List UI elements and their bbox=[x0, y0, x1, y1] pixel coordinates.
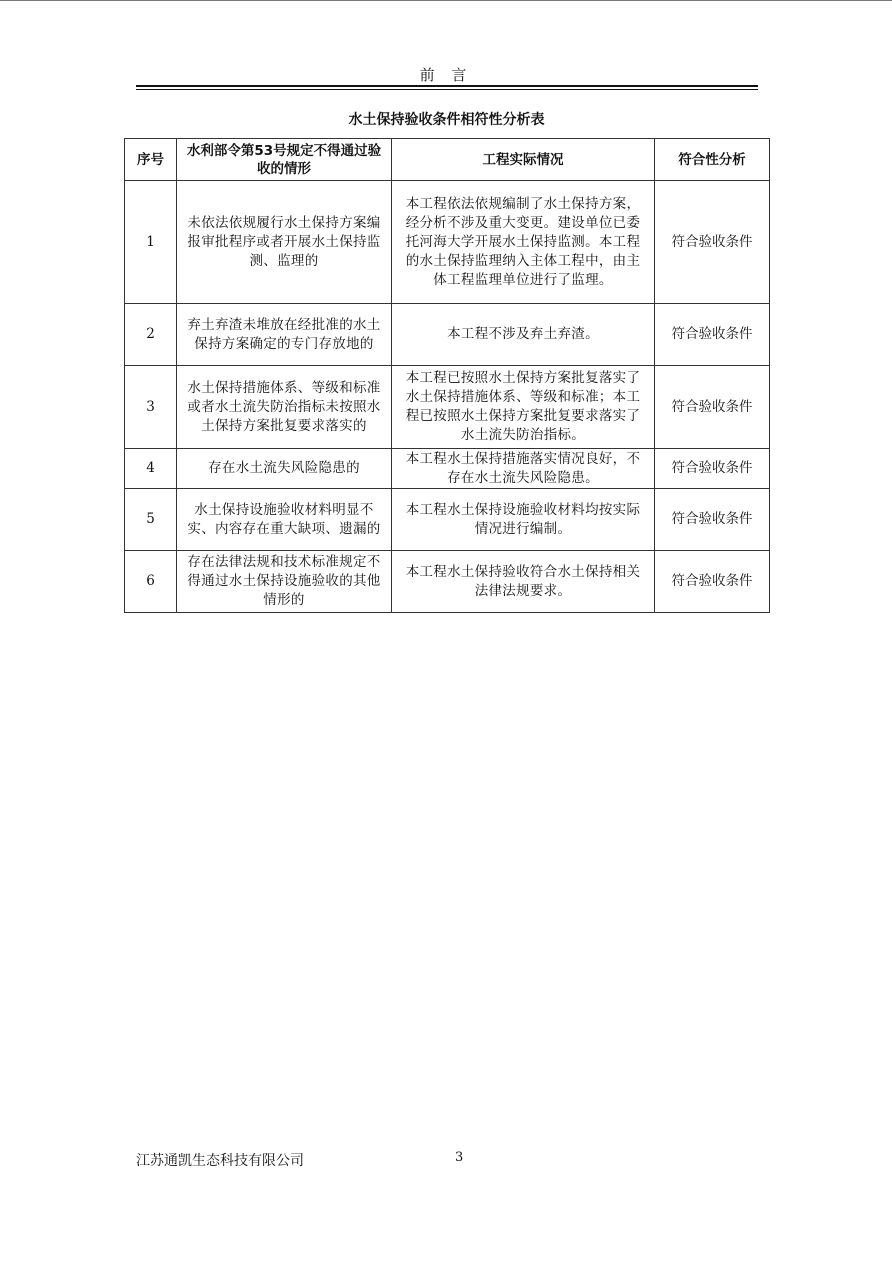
row-number: 5 bbox=[125, 489, 177, 551]
footer-company-name: 江苏通凯生态科技有限公司 bbox=[136, 1153, 304, 1169]
table-title: 水土保持验收条件相符性分析表 bbox=[348, 112, 545, 128]
row-actual: 本工程水土保持设施验收材料均按实际情况进行编制。 bbox=[392, 489, 655, 551]
row-result: 符合验收条件 bbox=[655, 551, 770, 613]
page-number: 3 bbox=[455, 1150, 464, 1165]
table-header-row bbox=[125, 139, 770, 181]
header-rule-thin bbox=[136, 89, 758, 90]
row-number: 2 bbox=[125, 304, 177, 366]
page-top-border bbox=[0, 0, 892, 1]
row-number: 6 bbox=[125, 551, 177, 613]
row-actual: 本工程已按照水土保持方案批复落实了水土保持措施体系、等级和标准；本工程已按照水土保持方案批复要求落实了水土流失防治指标。 bbox=[392, 366, 655, 449]
header-rule-thick bbox=[136, 85, 758, 87]
row-actual: 本工程依法依规编制了水土保持方案，经分析不涉及重大变更。建设单位已委托河海大学开展水土保持监测。本工程的水土保持监理纳入主体工程中，由主体工程监理单位进行了监理。 bbox=[392, 181, 655, 304]
table-row bbox=[125, 489, 770, 551]
table-row bbox=[125, 551, 770, 613]
table-row bbox=[125, 304, 770, 366]
header-condition: 水利部令第53号规定不得通过验收的情形 bbox=[177, 139, 392, 181]
row-number: 1 bbox=[125, 181, 177, 304]
row-condition: 存在法律法规和技术标准规定不得通过水土保持设施验收的其他情形的 bbox=[177, 551, 392, 613]
row-number: 4 bbox=[125, 449, 177, 489]
row-result: 符合验收条件 bbox=[655, 304, 770, 366]
row-actual: 本工程水土保持验收符合水土保持相关法律法规要求。 bbox=[392, 551, 655, 613]
header-actual: 工程实际情况 bbox=[392, 139, 655, 181]
row-number: 3 bbox=[125, 366, 177, 449]
row-result: 符合验收条件 bbox=[655, 366, 770, 449]
table-row bbox=[125, 449, 770, 489]
row-actual: 本工程水土保持措施落实情况良好，不存在水土流失风险隐患。 bbox=[392, 449, 655, 489]
row-condition: 水土保持措施体系、等级和标准或者水土流失防治指标未按照水土保持方案批复要求落实的 bbox=[177, 366, 392, 449]
compliance-analysis-table bbox=[124, 138, 770, 613]
row-condition: 存在水土流失风险隐患的 bbox=[177, 449, 392, 489]
row-condition: 未依法依规履行水土保持方案编报审批程序或者开展水土保持监测、监理的 bbox=[177, 181, 392, 304]
row-actual: 本工程不涉及弃土弃渣。 bbox=[392, 304, 655, 366]
row-result: 符合验收条件 bbox=[655, 181, 770, 304]
table-row bbox=[125, 366, 770, 449]
table-row bbox=[125, 181, 770, 304]
row-condition: 水土保持设施验收材料明显不实、内容存在重大缺项、遗漏的 bbox=[177, 489, 392, 551]
header-number: 序号 bbox=[125, 139, 177, 181]
header-result: 符合性分析 bbox=[655, 139, 770, 181]
row-result: 符合验收条件 bbox=[655, 449, 770, 489]
running-header: 前 言 bbox=[419, 66, 473, 84]
row-result: 符合验收条件 bbox=[655, 489, 770, 551]
row-condition: 弃土弃渣未堆放在经批准的水土保持方案确定的专门存放地的 bbox=[177, 304, 392, 366]
